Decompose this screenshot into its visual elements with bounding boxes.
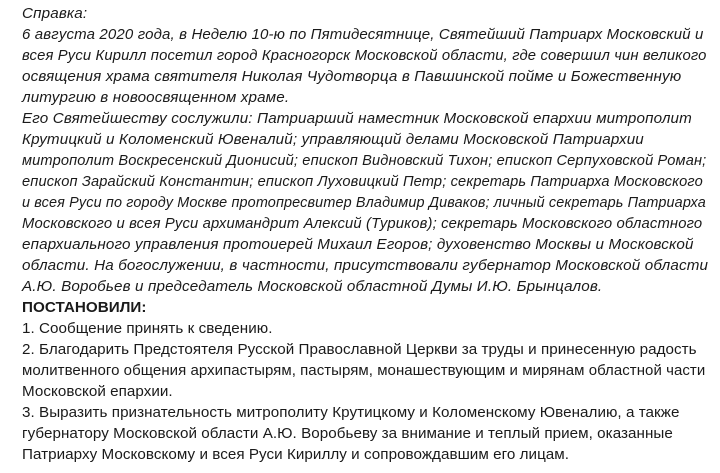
reference-line: Московского и всея Руси архимандрит Алексий (Туриков); секретарь Московского областного: [22, 216, 703, 232]
reference-line: области. На богослужении, в частности, присутствовали губернатор Московской области: [22, 257, 709, 274]
reference-line: Крутицкий и Коломенский Ювеналий; управляющий делами Московской Патриархии: [22, 131, 644, 148]
resolution-line: 1. Сообщение принять к сведению.: [22, 320, 273, 337]
reference-line: всея Руси Кирилл посетил город Красногорск Московской области, где совершил чин великого: [22, 48, 707, 64]
reference-line: освящения храма святителя Николая Чудотворца в Павшинской пойме и Божественную: [22, 68, 682, 85]
reference-line: епархиального управления протоиерей Михаил Егоров; духовенство Москвы и Московской: [22, 236, 694, 253]
reference-line: митрополит Воскресенский Дионисий; епископ Видновский Тихон; епископ Серпуховской Роман;: [22, 153, 707, 169]
resolution-line: молитвенного общения архипастырям, пастырям, монашествующим и мирянам областной части: [22, 362, 706, 379]
resolution-line: Патриарху Московскому и всея Руси Кириллу и сопровождавшим его лицам.: [22, 446, 570, 463]
reference-line: 6 августа 2020 года, в Неделю 10-ю по Пятидесятнице, Святейший Патриарх Московский и: [22, 26, 704, 43]
resolution-line: Московской епархии.: [22, 383, 173, 400]
resolution-heading: ПОСТАНОВИЛИ:: [22, 299, 147, 316]
reference-line: и всея Руси по городу Москве протопресвитер Владимир Диваков; личный секретарь Патриарха: [22, 195, 706, 211]
resolution-line: губернатору Московской области А.Ю. Воробьеву за внимание и теплый прием, оказанные: [22, 425, 673, 442]
reference-label: Справка:: [22, 5, 88, 22]
reference-line: А.Ю. Воробьев и председатель Московской областной Думы И.Ю. Брынцалов.: [22, 278, 603, 295]
resolution-line: 2. Благодарить Предстоятеля Русской Православной Церкви за труды и принесенную радость: [22, 341, 697, 358]
reference-line: литургию в новоосвященном храме.: [22, 89, 290, 106]
reference-line: Его Святейшеству сослужили: Патриарший наместник Московской епархии митрополит: [22, 110, 692, 127]
reference-line: епископ Зарайский Константин; епископ Луховицкий Петр; секретарь Патриарха Московского: [22, 174, 703, 190]
resolution-line: 3. Выразить признательность митрополиту Крутицкому и Коломенскому Ювеналию, а также: [22, 404, 680, 421]
